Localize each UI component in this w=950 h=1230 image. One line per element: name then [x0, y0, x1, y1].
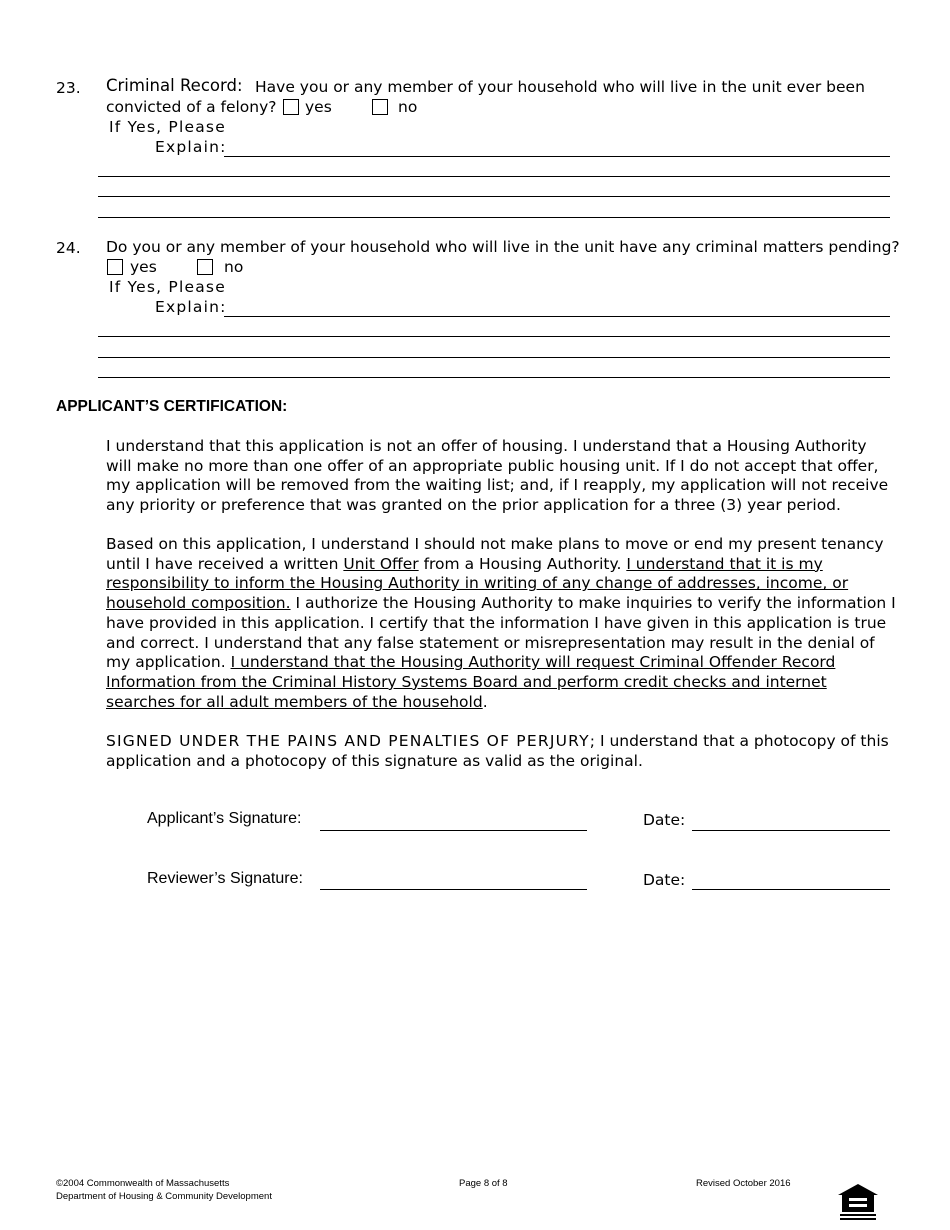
footer-department: Department of Housing & Community Development [56, 1191, 272, 1202]
q23-title: Criminal Record: [106, 76, 243, 95]
q23-yes-label: yes [305, 98, 332, 116]
q23-explain-line-1[interactable] [224, 156, 890, 157]
certification-heading: APPLICANT’S CERTIFICATION: [56, 398, 288, 415]
q24-number: 24. [56, 239, 81, 257]
q23-no-label: no [398, 98, 418, 116]
equal-housing-opportunity-icon [836, 1182, 880, 1222]
q23-explain-line-2[interactable] [98, 176, 890, 177]
q23-yes-checkbox[interactable] [283, 99, 299, 115]
p1-text: I understand that this application is not an offer of housing. I understand that a Housing Authority will make no more than one offer of an appropriate public housing unit. If I do not accept that offer, my application will be removed from the waiting list; and, if I reapply, my application will not receive any priority or preference that was granted on the prior application for a three (3) year period. [106, 437, 889, 515]
footer-revised: Revised October 2016 [696, 1178, 791, 1189]
footer-page-number: Page 8 of 8 [459, 1178, 508, 1189]
q23-explain-line-3[interactable] [98, 196, 890, 197]
p2-end: . [482, 692, 488, 711]
q23-explain-line-4[interactable] [98, 217, 890, 218]
certification-paragraph-2 [106, 535, 896, 712]
applicant-signature-label: Applicant’s Signature: [147, 810, 302, 827]
applicant-date-label: Date: [643, 811, 686, 829]
criminal-record-statement: I understand that the Housing Authority will request Criminal Offender Record Information from the Criminal History Systems Board and perform credit checks and internet searches for all adult members of the household [106, 653, 836, 711]
q24-no-checkbox[interactable] [197, 259, 213, 275]
p2-text-a: Based on this application, I understand I should not make plans to move or end my present tenancy until I have received a written [106, 535, 884, 573]
q24-explain-label: Explain: [155, 298, 227, 316]
p2-text-b: from a Housing Authority. [418, 554, 627, 573]
q23-number: 23. [56, 79, 81, 97]
reviewer-date-line[interactable] [692, 889, 890, 890]
p3-text: ; I understand that a photocopy of this application and a photocopy of this signature as valid as the original. [106, 732, 889, 770]
reviewer-signature-label: Reviewer’s Signature: [147, 870, 303, 887]
q24-no-label: no [224, 258, 244, 276]
q23-no-checkbox[interactable] [372, 99, 388, 115]
q24-yes-checkbox[interactable] [107, 259, 123, 275]
q24-explain-line-4[interactable] [98, 377, 890, 378]
q23-question-line2: convicted of a felony? [106, 98, 277, 116]
q23-if-yes: If Yes, Please [109, 118, 226, 136]
responsibility-statement: I understand that it is my responsibility to inform the Housing Authority in writing of any change of addresses, income, or household composition. [106, 554, 849, 613]
certification-paragraph-1 [106, 437, 896, 516]
perjury-statement: SIGNED UNDER THE PAINS AND PENALTIES OF PERJURY [106, 732, 590, 750]
q24-question: Do you or any member of your household who will live in the unit have any criminal matters pending? [106, 238, 900, 256]
q23-question-line1: Have you or any member of your household who will live in the unit ever been [255, 78, 865, 96]
applicant-signature-line[interactable] [320, 830, 587, 831]
applicant-date-line[interactable] [692, 830, 890, 831]
q24-explain-line-3[interactable] [98, 357, 890, 358]
unit-offer-text: Unit Offer [343, 554, 419, 573]
footer-copyright: ©2004 Commonwealth of Massachusetts [56, 1178, 230, 1189]
q24-explain-line-2[interactable] [98, 336, 890, 337]
p2-text-c: I authorize the Housing Authority to make inquiries to verify the information I have provided in this application. I certify that the information I have given in this application is true and correct. I understand that any false statement or misrepresentation may result in the denial of my application. [106, 594, 896, 672]
q24-if-yes: If Yes, Please [109, 278, 226, 296]
q24-explain-line-1[interactable] [224, 316, 890, 317]
certification-paragraph-3 [106, 732, 896, 771]
reviewer-date-label: Date: [643, 871, 686, 889]
q23-explain-label: Explain: [155, 138, 227, 156]
q24-yes-label: yes [130, 258, 157, 276]
reviewer-signature-line[interactable] [320, 889, 587, 890]
